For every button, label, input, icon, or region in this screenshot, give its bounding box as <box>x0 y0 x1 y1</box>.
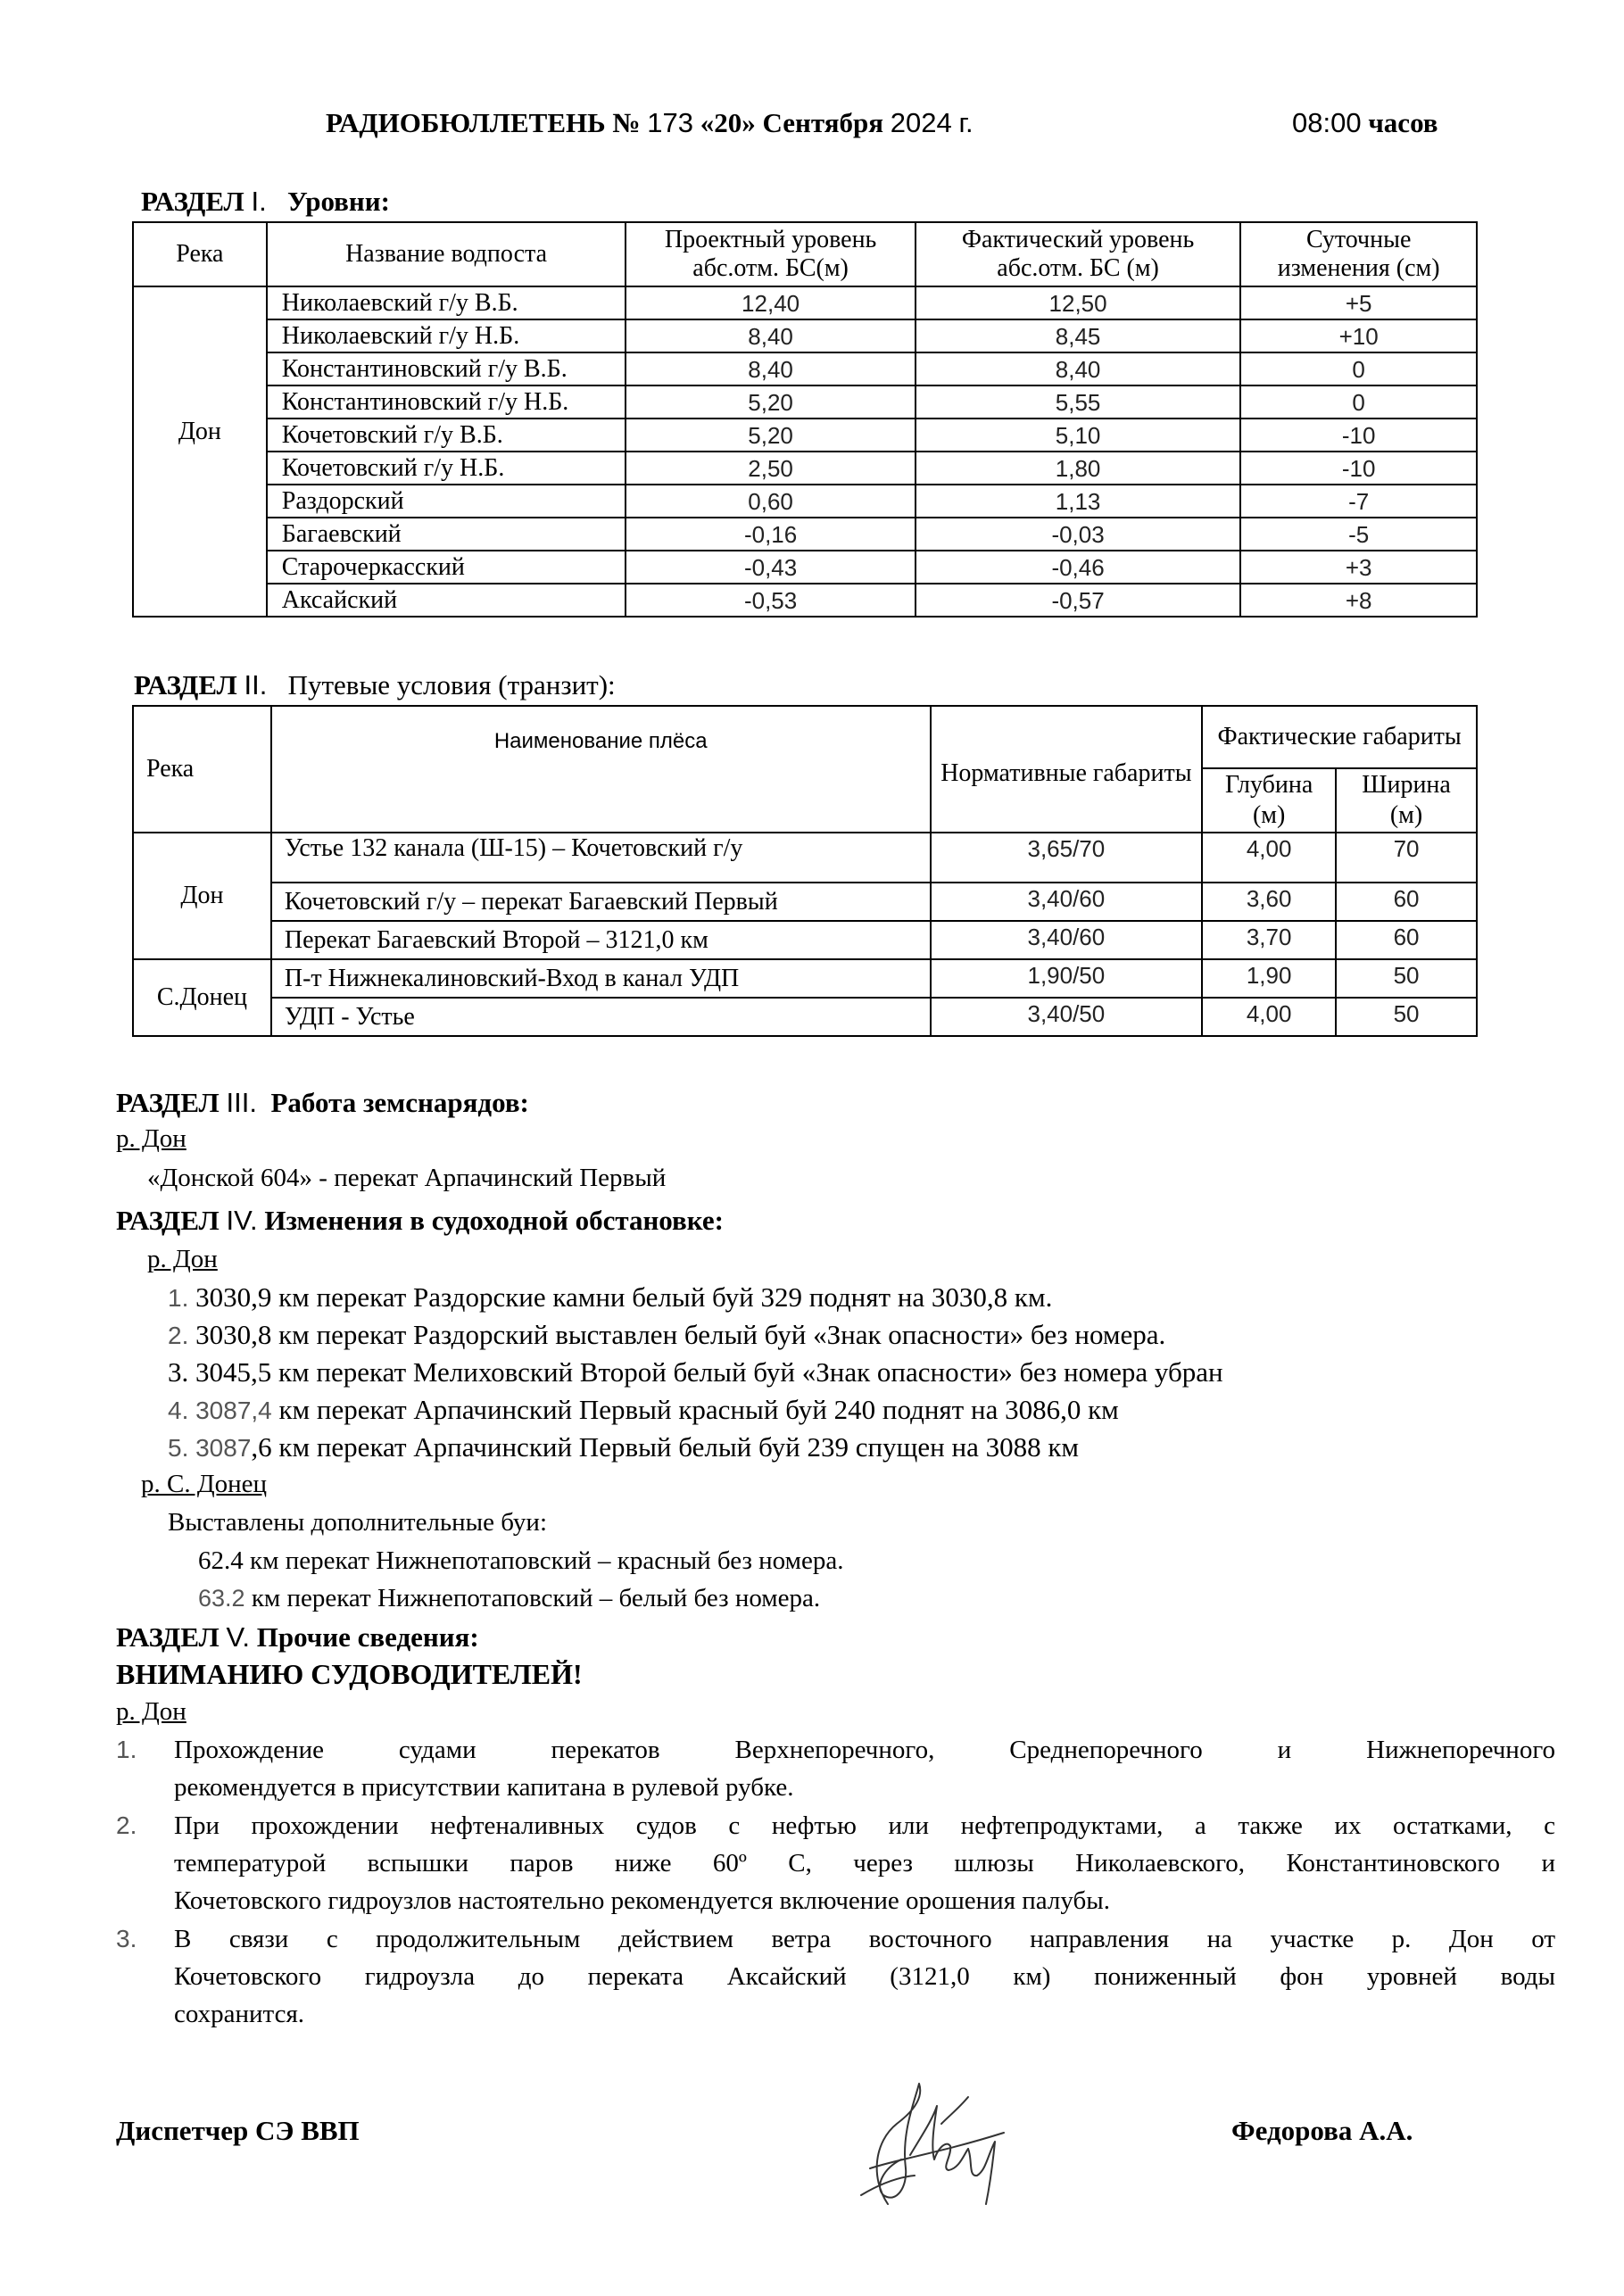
list-item-number: 3. <box>116 1925 137 1952</box>
table-row <box>133 352 1477 385</box>
fact-depth: 4,00 <box>1202 833 1336 883</box>
fact-width: 70 <box>1336 833 1477 883</box>
attention-heading: ВНИМАНИЮ СУДОВОДИТЕЛЕЙ! <box>116 1658 583 1690</box>
section3-prefix: РАЗДЕЛ <box>116 1087 220 1118</box>
daily-change: +5 <box>1240 286 1477 319</box>
project-level: 12,40 <box>626 286 916 319</box>
bulletin-month: Сентября <box>762 107 883 138</box>
river-cell: Дон <box>133 833 271 959</box>
list-item <box>168 1394 1119 1426</box>
list-item-line: В связи с продолжительным действием ветра восточного направления на участке р. Дон от <box>174 1925 1555 1953</box>
list-item-km: 62.4 <box>198 1546 244 1575</box>
daily-change: -5 <box>1240 518 1477 551</box>
daily-change: 0 <box>1240 352 1477 385</box>
table-row <box>133 833 1477 883</box>
project-level: 5,20 <box>626 385 916 419</box>
station-name: Аксайский <box>267 584 626 617</box>
section4-title: Изменения в судоходной обстановке: <box>264 1205 724 1236</box>
fact-depth: 4,00 <box>1202 998 1336 1036</box>
fact-width: 60 <box>1336 921 1477 959</box>
section3-num: III. <box>226 1087 257 1118</box>
list-item-km: 3087,4 <box>195 1397 272 1424</box>
dispatcher-role: Диспетчер СЭ ВВП <box>116 2115 360 2146</box>
list-item-line: сохранится. <box>174 2000 305 2028</box>
section3-title: Работа земснарядов: <box>270 1087 529 1118</box>
section1-prefix: РАЗДЕЛ <box>141 186 244 217</box>
section5-num: V. <box>226 1621 250 1653</box>
section5-river: р. Дон <box>116 1697 186 1726</box>
section4-river-don: р. Дон <box>147 1245 218 1273</box>
list-item-line: Кочетовского гидроузлов настоятельно рекомендуется включение орошения палубы. <box>174 1886 1111 1915</box>
col-station: Название водпоста <box>267 222 626 286</box>
table-row <box>133 286 1477 319</box>
norm-dims: 3,40/60 <box>931 921 1203 959</box>
list-item-text: 3030,8 км перекат Раздорский выставлен белый буй «Знак опасности» без номера. <box>195 1319 1166 1350</box>
list-item-line: Кочетовского гидроузла до переката Аксайский (3121,0 км) пониженный фон уровней воды <box>174 1962 1555 1991</box>
daily-change: -10 <box>1240 452 1477 485</box>
table-row <box>133 551 1477 584</box>
project-level: 8,40 <box>626 319 916 352</box>
list-item <box>168 1281 1052 1314</box>
list-item-line: При прохождении нефтеналивных судов с нефтью или нефтепродуктами, а также их остатками, с <box>174 1811 1555 1840</box>
col-daily-change: Суточные изменения (см) <box>1240 222 1477 286</box>
actual-level: -0,03 <box>916 518 1240 551</box>
table-row <box>133 452 1477 485</box>
norm-dims: 3,40/60 <box>931 883 1203 921</box>
daily-change: 0 <box>1240 385 1477 419</box>
project-level: 0,60 <box>626 485 916 518</box>
fact-width: 60 <box>1336 883 1477 921</box>
bulletin-time <box>1292 107 1438 139</box>
table-row <box>133 485 1477 518</box>
list-item-text: 3045,5 км перекат Мелиховский Второй белый буй «Знак опасности» без номера убран <box>195 1356 1223 1388</box>
actual-level: -0,46 <box>916 551 1240 584</box>
section3-river: р. Дон <box>116 1124 186 1153</box>
station-name: Николаевский г/у Н.Б. <box>267 319 626 352</box>
dredger-item: «Донской 604» - перекат Арпачинский Первый <box>147 1164 667 1192</box>
project-level: 5,20 <box>626 419 916 452</box>
list-item <box>168 1356 1223 1388</box>
bulletin-title: РАДИОБЮЛЛЕТЕНЬ № <box>326 107 641 138</box>
actual-level: -0,57 <box>916 584 1240 617</box>
station-name: Кочетовский г/у В.Б. <box>267 419 626 452</box>
reach-name: П-т Нижнекалиновский-Вход в канал УДП <box>271 959 931 998</box>
col-river: Река <box>133 706 271 833</box>
bulletin-day: «20» <box>700 107 756 138</box>
table-row <box>133 584 1477 617</box>
list-item-km: 3087 <box>195 1434 252 1462</box>
list-item-text: ,6 км перекат Арпачинский Первый белый буй 239 спущен на 3088 км <box>251 1431 1080 1463</box>
list-item-text: км перекат Нижнепотаповский – белый без номера. <box>244 1584 821 1612</box>
project-level: -0,53 <box>626 584 916 617</box>
section1-num: I. <box>251 186 267 217</box>
daily-change: +3 <box>1240 551 1477 584</box>
levels-header-row <box>133 222 1477 286</box>
list-item-number: 2. <box>116 1811 137 1839</box>
col-fact-dims: Фактические габариты <box>1202 706 1477 768</box>
fact-depth: 1,90 <box>1202 959 1336 998</box>
fact-depth: 3,60 <box>1202 883 1336 921</box>
levels-table <box>132 221 1478 618</box>
table-row <box>133 385 1477 419</box>
bulletin-header <box>326 107 974 139</box>
station-name: Константиновский г/у В.Б. <box>267 352 626 385</box>
section2-num: II. <box>244 669 268 700</box>
list-item <box>168 1431 1079 1463</box>
actual-level: 8,45 <box>916 319 1240 352</box>
project-level: 2,50 <box>626 452 916 485</box>
reach-name: Устье 132 канала (Ш-15) – Кочетовский г/у <box>271 833 931 883</box>
list-item-number: 3. <box>168 1356 189 1388</box>
list-item-number: 1. <box>116 1736 137 1763</box>
col-actual-level: Фактический уровень абс.отм. БС (м) <box>916 222 1240 286</box>
list-item <box>198 1584 820 1613</box>
section2-prefix: РАЗДЕЛ <box>134 669 237 700</box>
norm-dims: 3,65/70 <box>931 833 1203 883</box>
table-row <box>133 921 1477 959</box>
actual-level: 12,50 <box>916 286 1240 319</box>
actual-level: 1,80 <box>916 452 1240 485</box>
section4-prefix: РАЗДЕЛ <box>116 1205 220 1236</box>
list-item <box>198 1546 843 1576</box>
river-cell: С.Донец <box>133 959 271 1036</box>
reach-name: УДП - Устье <box>271 998 931 1036</box>
section1-heading <box>141 186 390 218</box>
actual-level: 5,55 <box>916 385 1240 419</box>
table-row <box>133 518 1477 551</box>
col-width: Ширина (м) <box>1336 768 1477 833</box>
fact-width: 50 <box>1336 998 1477 1036</box>
list-item-line: рекомендуется в присутствии капитана в рулевой рубке. <box>174 1773 794 1802</box>
station-name: Николаевский г/у В.Б. <box>267 286 626 319</box>
reach-name: Кочетовский г/у – перекат Багаевский Первый <box>271 883 931 921</box>
col-project-level: Проектный уровень абс.отм. БС(м) <box>626 222 916 286</box>
section2-heading <box>134 669 616 701</box>
table-row <box>133 319 1477 352</box>
station-name: Раздорский <box>267 485 626 518</box>
bulletin-year-suffix: г. <box>958 107 974 138</box>
daily-change: -10 <box>1240 419 1477 452</box>
list-item-km: 63.2 <box>198 1585 245 1612</box>
section5-prefix: РАЗДЕЛ <box>116 1621 220 1653</box>
col-reach-name: Наименование плёса <box>271 706 931 833</box>
fact-width: 50 <box>1336 959 1477 998</box>
fact-depth: 3,70 <box>1202 921 1336 959</box>
signer-name: Федорова А.А. <box>1231 2115 1413 2146</box>
daily-change: +8 <box>1240 584 1477 617</box>
section5-title: Прочие сведения: <box>256 1621 479 1653</box>
station-name: Кочетовский г/у Н.Б. <box>267 452 626 485</box>
list-item-line: температурой вспышки паров ниже 60º С, через шлюзы Николаевского, Константиновского и <box>174 1849 1555 1877</box>
daily-change: +10 <box>1240 319 1477 352</box>
section4-num: IV. <box>226 1205 258 1236</box>
col-river: Река <box>133 222 267 286</box>
list-item <box>168 1319 1165 1351</box>
list-item-text: 3030,9 км перекат Раздорские камни белый буй 329 поднят на 3030,8 км. <box>195 1281 1053 1313</box>
project-level: -0,43 <box>626 551 916 584</box>
col-depth: Глубина (м) <box>1202 768 1336 833</box>
project-level: 8,40 <box>626 352 916 385</box>
section1-title: Уровни: <box>287 186 390 217</box>
list-item-text: км перекат Арпачинский Первый красный буй 240 поднят на 3086,0 км <box>271 1394 1119 1425</box>
list-item-number: 2. <box>168 1322 189 1349</box>
actual-level: 8,40 <box>916 352 1240 385</box>
norm-dims: 3,40/50 <box>931 998 1203 1036</box>
handwritten-signature <box>834 2070 1040 2222</box>
route-table <box>132 705 1478 1037</box>
table-row <box>133 883 1477 921</box>
col-norm-dims: Нормативные габариты <box>931 706 1203 833</box>
section4-heading <box>116 1205 724 1237</box>
project-level: -0,16 <box>626 518 916 551</box>
daily-change: -7 <box>1240 485 1477 518</box>
station-name: Старочеркасский <box>267 551 626 584</box>
section3-heading <box>116 1087 529 1119</box>
actual-level: 1,13 <box>916 485 1240 518</box>
station-name: Багаевский <box>267 518 626 551</box>
bulletin-year: 2024 <box>890 107 952 138</box>
bulletin-time-unit: часов <box>1368 107 1438 138</box>
table-row <box>133 959 1477 998</box>
norm-dims: 1,90/50 <box>931 959 1203 998</box>
section4-river-donets: р. С. Донец <box>141 1470 268 1498</box>
list-item-number: 4. <box>168 1397 189 1424</box>
station-name: Константиновский г/у Н.Б. <box>267 385 626 419</box>
section2-title: Путевые условия (транзит): <box>287 669 616 700</box>
table-row <box>133 419 1477 452</box>
bulletin-number: 173 <box>647 107 693 138</box>
river-cell: Дон <box>133 286 267 617</box>
bulletin-time-value: 08:00 <box>1292 107 1362 138</box>
section5-heading <box>116 1621 479 1654</box>
list-item-text: км перекат Нижнепотаповский – красный без номера. <box>243 1546 844 1575</box>
list-item-line: Прохождение судами перекатов Верхнепоречного, Среднепоречного и Нижнепоречного <box>174 1736 1555 1764</box>
actual-level: 5,10 <box>916 419 1240 452</box>
extra-buoys-intro: Выставлены дополнительные буи: <box>168 1508 548 1537</box>
route-header-row <box>133 706 1477 768</box>
list-item-number: 5. <box>168 1434 189 1462</box>
reach-name: Перекат Багаевский Второй – 3121,0 км <box>271 921 931 959</box>
list-item-number: 1. <box>168 1284 189 1312</box>
table-row <box>133 998 1477 1036</box>
